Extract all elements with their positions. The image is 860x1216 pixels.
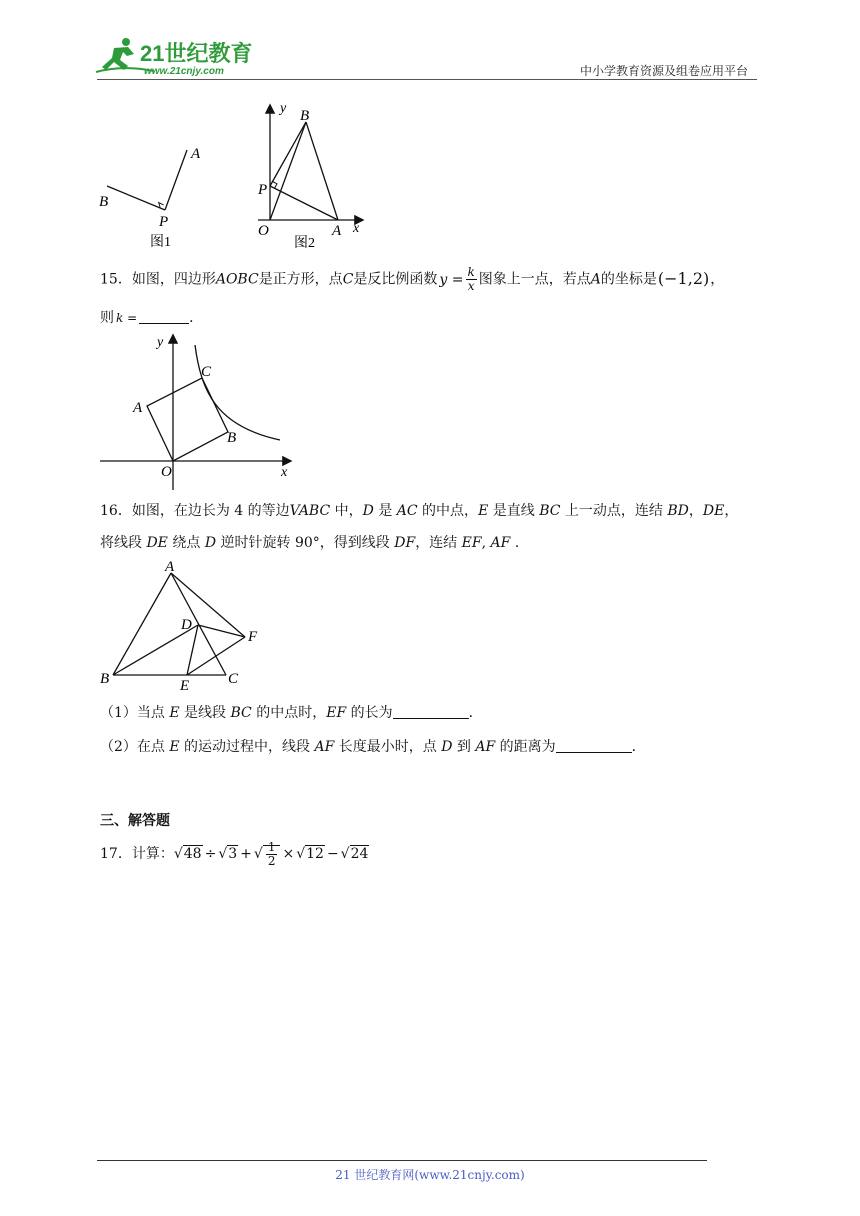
- sqrt-24: √24: [340, 846, 369, 862]
- text-run: .: [510, 535, 520, 551]
- text-run: 的长为: [346, 705, 393, 721]
- text-run: 到: [452, 739, 476, 755]
- text-run: E: [169, 739, 180, 755]
- text-run: 将线段: [100, 535, 147, 551]
- sqrt-half: √ $\frac{1}{2}$: [254, 840, 281, 868]
- sqrt-12: √12: [296, 846, 324, 862]
- figure-14-2: [250, 100, 375, 255]
- label-x: x: [281, 465, 288, 480]
- text-run: 逆时针旋转: [216, 535, 295, 551]
- text-run: DE: [702, 503, 725, 519]
- question-15-line2: 则 k = ．: [100, 310, 204, 326]
- label-C: C: [228, 671, 239, 687]
- label-B: B: [100, 671, 110, 687]
- logo-title: 21世纪教育: [140, 41, 253, 66]
- footer-link[interactable]: 21 世纪教育网(www.21cnjy.com): [335, 1168, 525, 1182]
- caption-fig2: 图2: [294, 236, 315, 251]
- answer-blank-16-2[interactable]: [556, 738, 632, 753]
- header-platform-name: 中小学教育资源及组卷应用平台: [580, 64, 749, 78]
- label-P: P: [159, 214, 169, 230]
- header-divider: [97, 79, 757, 80]
- question-16-line1: 16．如图，在边长为 4 的等边VABC 中，D 是 AC 的中点，E 是直线 BC 上一动点，连结 BD，DE，: [100, 503, 739, 519]
- text-run: EF: [326, 705, 347, 721]
- text-run: 中，: [330, 503, 363, 519]
- text-run: BC: [230, 705, 252, 721]
- text-run: ，得到线段: [319, 535, 395, 551]
- label-D: D: [181, 617, 192, 633]
- sqrt-3: √3: [218, 846, 238, 862]
- site-logo: [94, 34, 264, 78]
- text-run: ，: [724, 503, 739, 519]
- text-run: 90°: [294, 535, 320, 551]
- label-y: y: [280, 101, 287, 116]
- text-run: BC: [539, 503, 561, 519]
- text-run: V: [289, 503, 299, 519]
- text-run: DE: [146, 535, 168, 551]
- text-run: D: [204, 535, 217, 551]
- question-17: 17．计算：√48 ÷ √3 + √ $\frac{1}{2}$ × √12 − √24: [100, 839, 369, 868]
- answer-blank-15[interactable]: [139, 309, 189, 324]
- label-A: A: [133, 400, 143, 416]
- text-run: 绕点: [167, 535, 205, 551]
- figure-15: [95, 330, 300, 495]
- text-run: 的距离为: [495, 739, 556, 755]
- label-A: A: [165, 559, 175, 575]
- text-run: EF: [461, 535, 482, 551]
- text-run: AC: [396, 503, 418, 519]
- text-run: DF: [394, 535, 416, 551]
- footer-divider: [97, 1160, 707, 1161]
- logo-url: www.21cnjy.com: [144, 66, 224, 77]
- text-run: 的中点，: [417, 503, 479, 519]
- section-title: 三、解答题: [100, 813, 170, 829]
- question-16-part2: （2）在点 E 的运动过程中，线段 AF 长度最小时，点 D 到 AF 的距离为 ．: [100, 739, 646, 755]
- text-run: （1）当点: [100, 705, 170, 721]
- question-15-line1: 15．如图，四边形AOBC是正方形，点C是反比例函数 y = $\frac{k}{x}$ 图象上一点，若点A的坐标是(−1,2)，: [100, 265, 725, 293]
- text-run: ABC: [298, 503, 331, 519]
- text-run: ,: [481, 535, 491, 551]
- text-run: AF: [314, 739, 335, 755]
- label-O: O: [161, 464, 172, 480]
- text-run: ，连结: [415, 535, 462, 551]
- text-run: D: [441, 739, 453, 755]
- text-run: 如图，在边长为 4 的等边: [131, 503, 290, 519]
- text-run: 长度最小时，点: [334, 739, 442, 755]
- text-run: BD: [667, 503, 689, 519]
- text-run: 是线段: [179, 705, 231, 721]
- label-A: A: [332, 223, 342, 239]
- caption-fig1: 图1: [150, 235, 171, 250]
- label-O: O: [258, 223, 269, 239]
- label-P: P: [258, 182, 268, 198]
- label-F: F: [248, 629, 258, 645]
- sqrt-48: √48: [173, 846, 202, 862]
- text-run: 是直线: [488, 503, 540, 519]
- fraction-k-over-x: $\frac{k}{x}$: [467, 265, 475, 293]
- text-run: 是: [373, 503, 397, 519]
- question-16-part1: （1）当点 E 是线段 BC 的中点时，EF 的长为 ．: [100, 705, 483, 721]
- label-B: B: [99, 194, 109, 210]
- text-run: AF: [475, 739, 496, 755]
- text-run: E: [478, 503, 489, 519]
- label-B: B: [300, 108, 310, 124]
- text-run: （2）在点: [100, 739, 170, 755]
- label-E: E: [180, 678, 190, 694]
- label-x: x: [353, 221, 360, 236]
- text-run: E: [169, 705, 180, 721]
- label-A: A: [191, 146, 201, 162]
- text-run: 上一动点，连结: [560, 503, 668, 519]
- label-y: y: [157, 335, 164, 350]
- text-run: 的运动过程中，线段: [179, 739, 315, 755]
- text-run: D: [362, 503, 374, 519]
- label-C: C: [201, 364, 212, 380]
- answer-blank-16-1[interactable]: [393, 704, 469, 719]
- text-run: ，: [688, 503, 703, 519]
- figure-14-1: [95, 140, 215, 255]
- question-16-line2: [100, 533, 519, 553]
- text-run: 的中点时，: [251, 705, 327, 721]
- text-run: AF: [490, 535, 511, 551]
- label-B: B: [227, 430, 237, 446]
- figure-16: [95, 555, 270, 695]
